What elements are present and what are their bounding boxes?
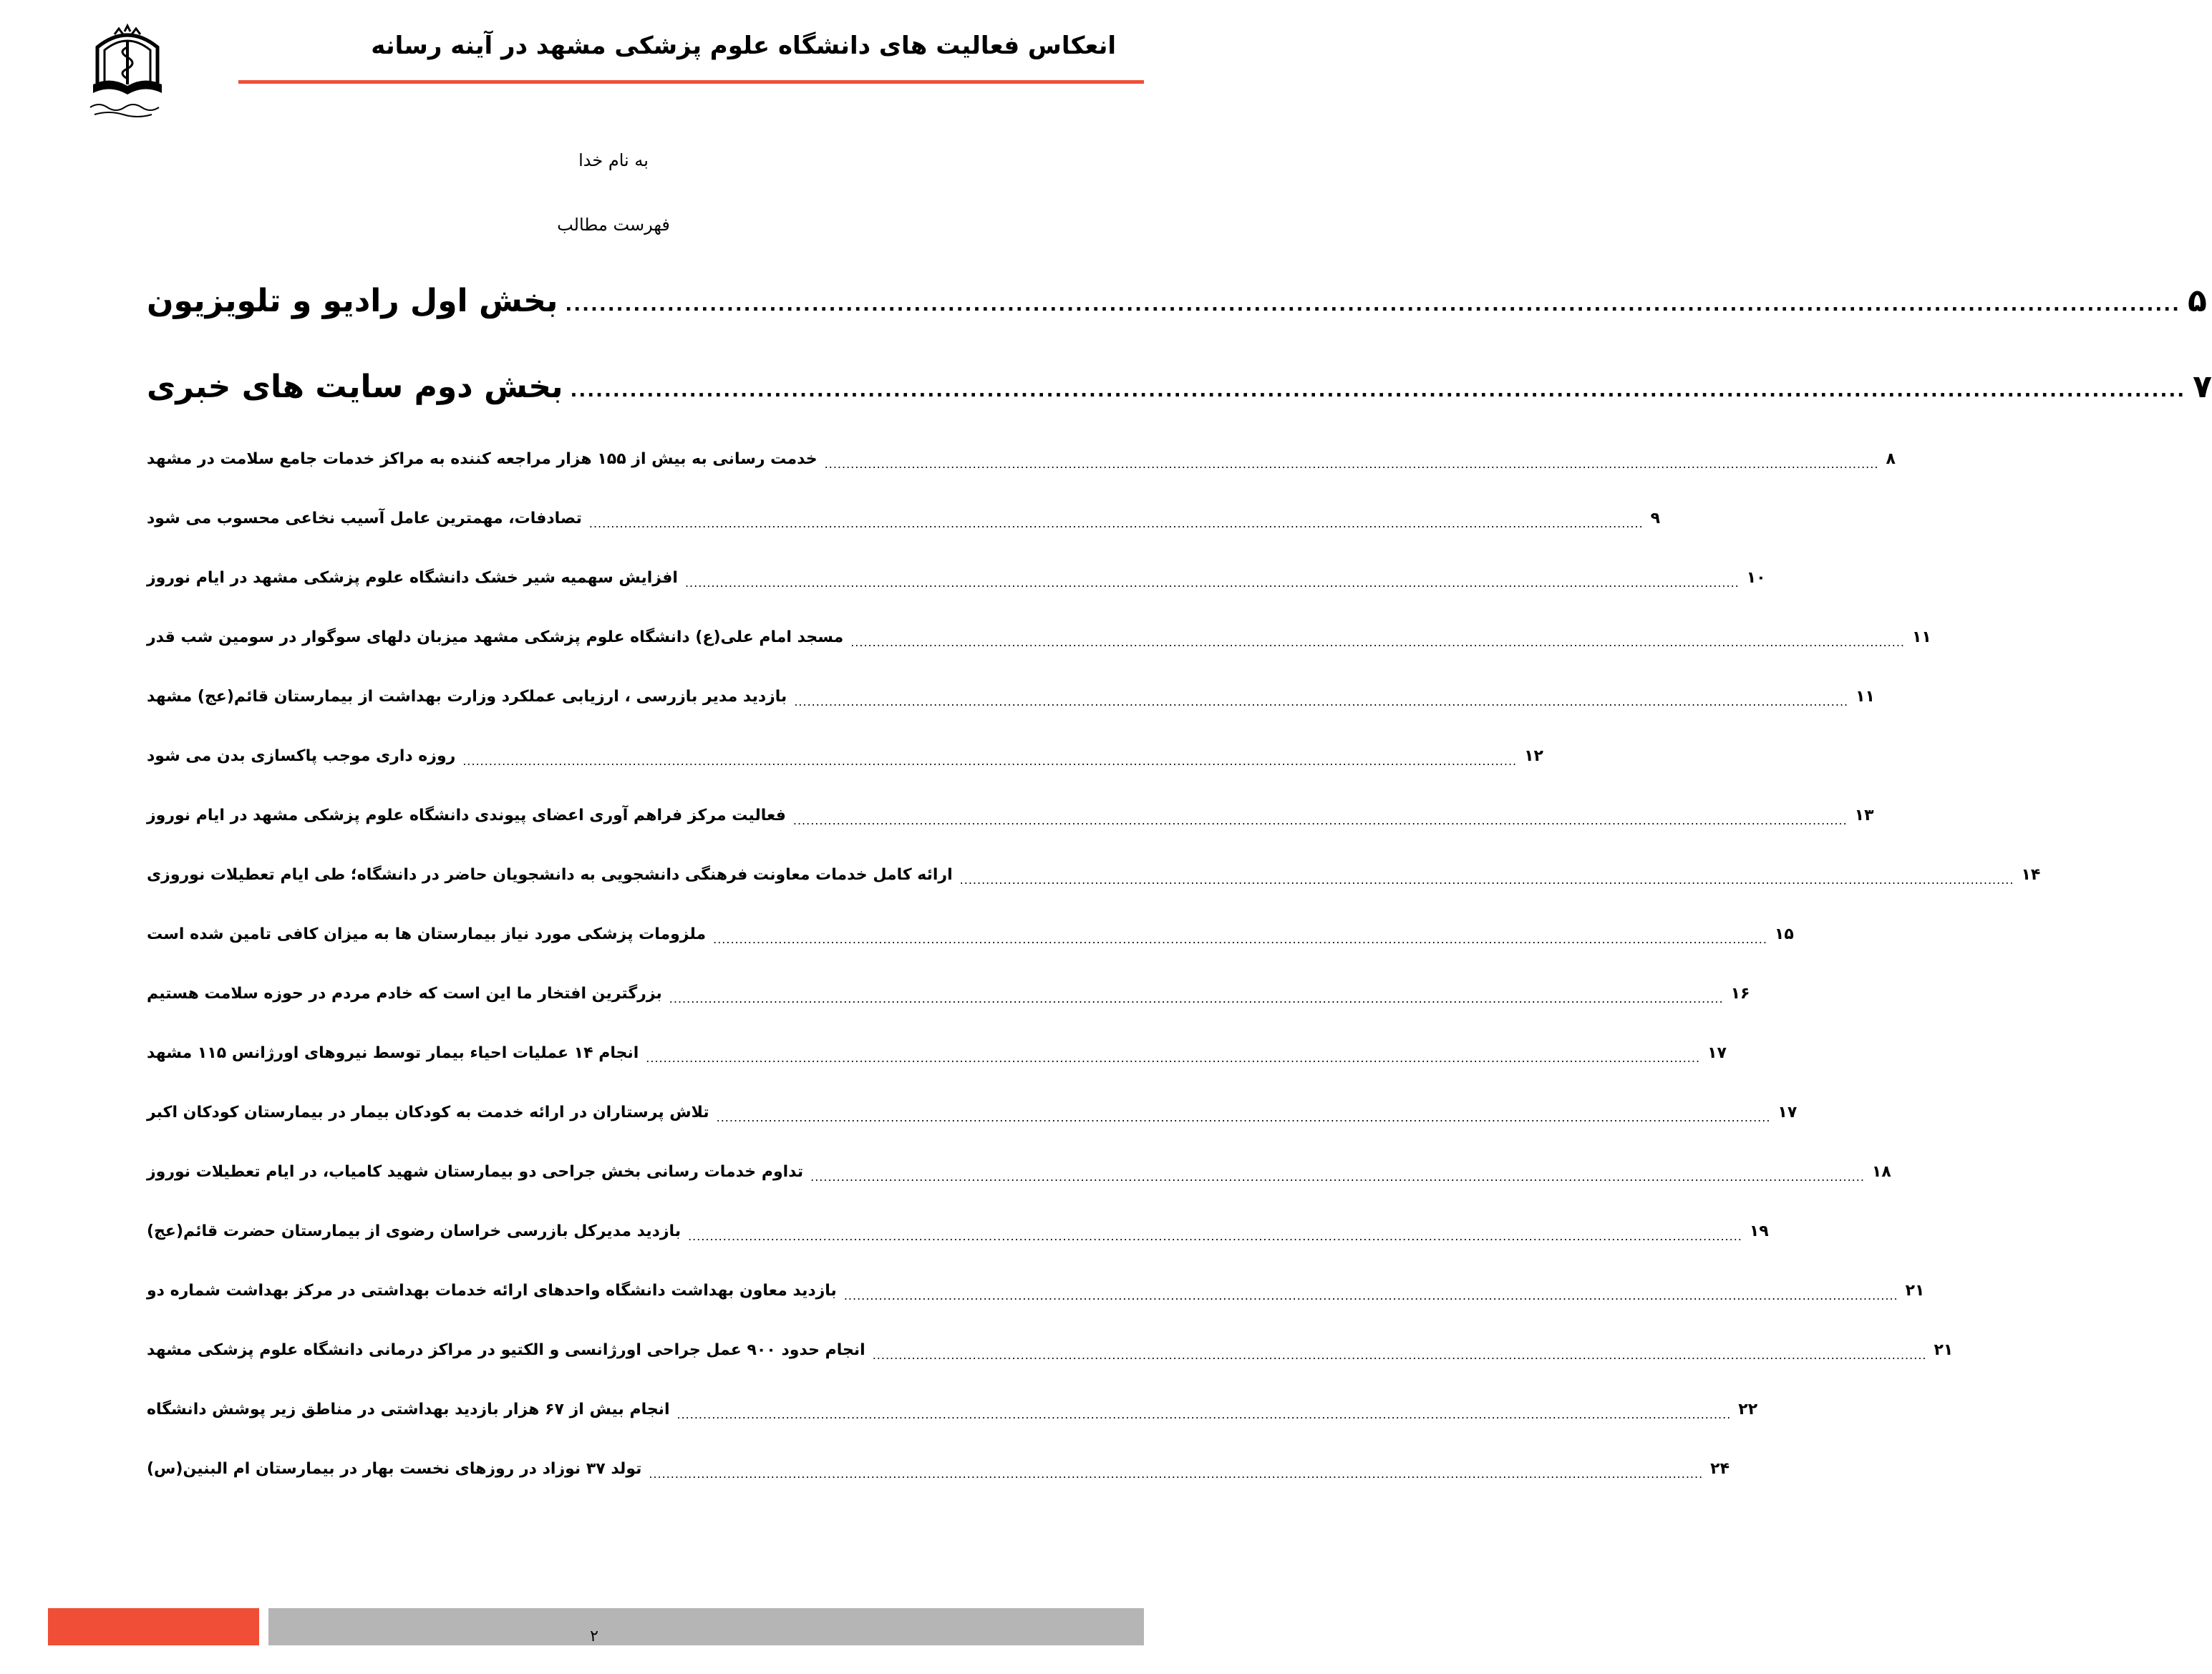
dot-leader: .................................................................................................................................................................................................................................................. bbox=[588, 517, 1644, 530]
toc-entry[interactable] bbox=[147, 1154, 1891, 1189]
dot-leader: .................................................................................................................................................................................................................................................. bbox=[649, 1467, 1704, 1481]
dot-leader: .................................................................................................................................................................................................................................................. bbox=[676, 1408, 1732, 1421]
toc-entry-title: انجام بیش از ۶۷ هزار بازدید بهداشتی در مناطق زیر پوشش دانشگاه bbox=[147, 1400, 670, 1418]
toc-page-number: ۱۹ bbox=[1749, 1222, 1769, 1240]
dot-leader: .................................................................................................................................................................................................................................................. bbox=[824, 457, 1879, 471]
dot-leader: .................................................................................................................................................................................................................................................. bbox=[646, 1051, 1701, 1065]
dot-leader: .................................................................................................................................................................................................................................................. bbox=[716, 1111, 1771, 1124]
toc-page-number: ۱۰ bbox=[1746, 568, 1766, 587]
dot-leader: .............................................................................................................................................................................................. bbox=[565, 294, 2181, 316]
dot-leader: .................................................................................................................................................................................................................................................. bbox=[850, 636, 1905, 649]
toc-page-number: ۱۵ bbox=[1774, 925, 1794, 943]
toc-entry-title: روزه داری موجب پاکسازی بدن می شود bbox=[147, 746, 456, 765]
toc-entry-title: مسجد امام علی(ع) دانشگاه علوم پزشکی مشهد میزبان دلهای سوگوار در سومین شب قدر bbox=[147, 628, 844, 646]
toc-entry[interactable] bbox=[147, 441, 1896, 477]
dot-leader: .................................................................................................................................................................................................................................................. bbox=[462, 754, 1518, 768]
toc-entry-title: بزرگترین افتخار ما این است که خادم مردم در حوزه سلامت هستیم bbox=[147, 984, 662, 1003]
toc-entry[interactable] bbox=[147, 916, 1794, 952]
toc-entry[interactable] bbox=[147, 1272, 1925, 1308]
toc-page-number: ۲۴ bbox=[1710, 1459, 1730, 1478]
toc-page-number: ۱۱ bbox=[1856, 687, 1875, 706]
footer-page-number: ۲ bbox=[590, 1627, 598, 1645]
dot-leader: .................................................................................................................................................................................................................................................. bbox=[872, 1348, 1927, 1362]
dot-leader: .................................................................................................................................................................................................................................................. bbox=[669, 992, 1724, 1006]
toc-entry-title: افزایش سهمیه شیر خشک دانشگاه علوم پزشکی مشهد در ایام نوروز bbox=[147, 568, 678, 587]
toc-entry-title: انجام حدود ۹۰۰ عمل جراحی اورژانسی و الکتیو در مراکز درمانی دانشگاه علوم پزشکی مشهد bbox=[147, 1340, 865, 1359]
toc-page-number: ۱۸ bbox=[1871, 1162, 1891, 1181]
toc-entry[interactable] bbox=[147, 560, 1766, 595]
toc-entry-title: ملزومات پزشکی مورد نیاز بیمارستان ها به میزان کافی تامین شده است bbox=[147, 925, 707, 943]
toc-section-title: بخش اول رادیو و تلویزیون bbox=[147, 282, 558, 319]
toc-entry-title: بازدید مدیرکل بازرسی خراسان رضوی از بیمارستان حضرت قائم(عج) bbox=[147, 1222, 681, 1240]
dot-leader: .............................................................................................................................................................................................. bbox=[570, 380, 2186, 402]
toc-entry-title: تولد ۳۷ نوزاد در روزهای نخست بهار در بیمارستان ام البنین(س) bbox=[147, 1459, 642, 1478]
dot-leader: .................................................................................................................................................................................................................................................. bbox=[843, 1289, 1898, 1303]
dot-leader: .................................................................................................................................................................................................................................................. bbox=[684, 576, 1740, 590]
toc-section[interactable] bbox=[147, 276, 2207, 326]
dot-leader: .................................................................................................................................................................................................................................................. bbox=[688, 1230, 1742, 1243]
toc-entry-title: انجام ۱۴ عملیات احیاء بیمار توسط نیروهای اورژانس ۱۱۵ مشهد bbox=[147, 1043, 639, 1062]
toc-page-number: ۷ bbox=[2193, 368, 2212, 405]
toc-entry-title: تصادفات، مهمترین عامل آسیب نخاعی محسوب می شود bbox=[147, 509, 582, 527]
university-logo-icon bbox=[77, 27, 178, 120]
toc-page-number: ۱۷ bbox=[1777, 1103, 1798, 1121]
dot-leader: .................................................................................................................................................................................................................................................. bbox=[794, 695, 1849, 709]
toc-section[interactable] bbox=[147, 361, 2212, 412]
toc-entry[interactable] bbox=[147, 1451, 1730, 1486]
toc-entry[interactable] bbox=[147, 1035, 1727, 1071]
toc-entry[interactable] bbox=[147, 1213, 1769, 1249]
toc-entry[interactable] bbox=[147, 797, 1874, 833]
toc-entry-title: بازدید معاون بهداشت دانشگاه واحدهای ارائه خدمات بهداشتی در مرکز بهداشت شماره دو bbox=[147, 1281, 837, 1300]
bismillah-line: به نام خدا bbox=[578, 150, 649, 170]
toc-entry[interactable] bbox=[147, 738, 1543, 774]
toc-entry[interactable] bbox=[147, 678, 1875, 714]
dot-leader: .................................................................................................................................................................................................................................................. bbox=[792, 814, 1848, 827]
toc-page-number: ۱۷ bbox=[1707, 1043, 1727, 1062]
dot-leader: .................................................................................................................................................................................................................................................. bbox=[810, 1170, 1865, 1184]
footer-bar bbox=[268, 1608, 1144, 1645]
toc-entry-title: تداوم خدمات رسانی بخش جراحی دو بیمارستان شهید کامیاب، در ایام تعطیلات نوروز bbox=[147, 1162, 804, 1181]
toc-entry-title: ارائه کامل خدمات معاونت فرهنگی دانشجویی به دانشجویان حاضر در دانشگاه؛ طی ایام تعطیلات نوروزی bbox=[147, 865, 953, 884]
document-header-title: انعکاس فعالیت های دانشگاه علوم پزشکی مشهد در آینه رسانه bbox=[371, 31, 1116, 60]
toc-page-number: ۱۱ bbox=[1912, 628, 1931, 646]
toc-entry-title: تلاش پرستاران در ارائه خدمت به کودکان بیمار در بیمارستان کودکان اکبر bbox=[147, 1103, 709, 1121]
toc-page-number: ۲۱ bbox=[1934, 1340, 1954, 1359]
table-of-contents-title: فهرست مطالب bbox=[557, 215, 670, 235]
toc-page-number: ۲۲ bbox=[1738, 1400, 1758, 1418]
dot-leader: .................................................................................................................................................................................................................................................. bbox=[713, 933, 1767, 946]
toc-entry-title: فعالیت مرکز فراهم آوری اعضای پیوندی دانشگاه علوم پزشکی مشهد در ایام نوروز bbox=[147, 806, 786, 824]
toc-entry[interactable] bbox=[147, 975, 1750, 1011]
footer-accent-bar bbox=[48, 1608, 259, 1645]
toc-page-number: ۱۲ bbox=[1524, 746, 1543, 765]
toc-entry[interactable] bbox=[147, 1332, 1954, 1368]
toc-entry-title: بازدید مدیر بازرسی ، ارزیابی عملکرد وزارت بهداشت از بیمارستان قائم(عج) مشهد bbox=[147, 687, 787, 706]
toc-page-number: ۲۱ bbox=[1905, 1281, 1925, 1300]
dot-leader: .................................................................................................................................................................................................................................................. bbox=[959, 873, 2014, 887]
toc-page-number: ۱۴ bbox=[2021, 865, 2041, 884]
toc-page-number: ۱۳ bbox=[1854, 806, 1874, 824]
toc-entry-title: خدمت رسانی به بیش از ۱۵۵ هزار مراجعه کننده به مراکز خدمات جامع سلامت در مشهد bbox=[147, 449, 818, 468]
toc-page-number: ۵ bbox=[2188, 282, 2207, 319]
toc-entry[interactable] bbox=[147, 1094, 1798, 1130]
toc-page-number: ۹ bbox=[1650, 509, 1661, 527]
toc-entry[interactable] bbox=[147, 1391, 1758, 1427]
toc-entry[interactable] bbox=[147, 619, 1931, 655]
toc-entry[interactable] bbox=[147, 500, 1661, 536]
toc-section-title: بخش دوم سایت های خبری bbox=[147, 368, 563, 405]
toc-page-number: ۸ bbox=[1886, 449, 1896, 468]
header-rule bbox=[238, 80, 1144, 84]
toc-entry[interactable] bbox=[147, 857, 2041, 892]
toc-page-number: ۱۶ bbox=[1730, 984, 1750, 1003]
